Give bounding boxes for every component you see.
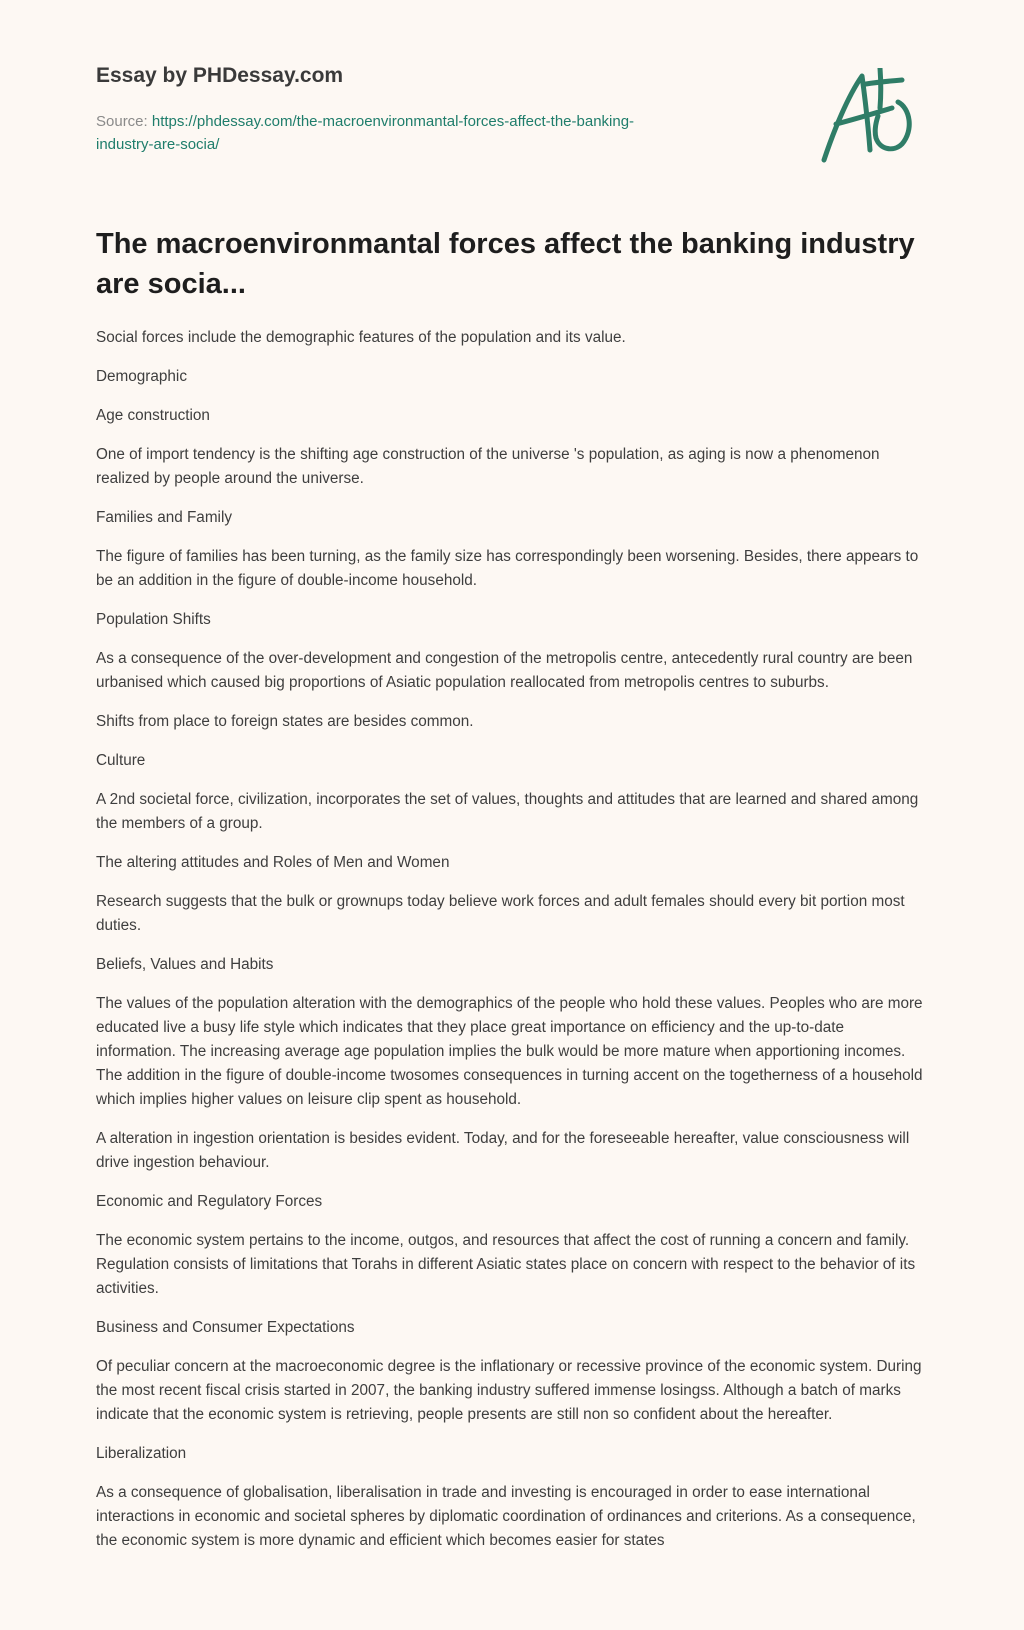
essay-paragraph: Economic and Regulatory Forces [96,1193,323,1210]
essay-title: The macroenvironmantal forces affect the banking industry are socia... [96,228,915,300]
essay-paragraph: As a consequence of globalisation, liberalisation in trade and investing is encouraged in order to ease international interactions in economic and societal spheres by diplomatic coordination of ordinances and criterions. As a consequence, the economic system is more dynamic and efficient which becomes easier for states [96,1484,916,1549]
source-line [96,110,716,156]
essay-paragraph: The figure of families has been turning, as the family size has correspondingly been worsening. Besides, there appears to be an addition in the figure of double-income household. [96,548,919,589]
essay-paragraph: Culture [96,752,146,769]
source-label: Source: [96,113,152,130]
essay-paragraph: As a consequence of the over-development and congestion of the metropolis centre, antecedently rural country are been urbanised which caused big proportions of Asiatic population reallocated from metropolis centres to suburbs. [96,650,913,691]
essay-paragraph: A alteration in ingestion orientation is besides evident. Today, and for the foreseeable hereafter, value consciousness will drive ingestion behaviour. [96,1130,910,1171]
essay-paragraph: Business and Consumer Expectations [96,1319,355,1336]
essay-paragraph: Of peculiar concern at the macroeconomic degree is the inflationary or recessive province of the economic system. During the most recent fiscal crisis started in 2007, the banking industry suffered immense losingss. Although a batch of marks indicate that the economic system is retrieving, people presents are still non so confident about the hereafter. [96,1358,922,1423]
essay-paragraph: The values of the population alteration with the demographics of the people who hold these values. Peoples who are more educated live a busy life style which indicates that they place great importance on efficiency and the up-to-date information. The increasing average age population implies the bulk would be more mature when apportioning incomes. The addition in the figure of double-income twosomes consequences in turning accent on the togetherness of a household which implies higher values on leisure clip spent as household. [96,995,923,1108]
essay-page [96,0,928,1549]
essay-paragraph: Age construction [96,407,210,424]
essay-paragraph: The altering attitudes and Roles of Men and Women [96,854,450,871]
essay-paragraph: Research suggests that the bulk or grownups today believe work forces and adult females should every bit portion most duties. [96,893,905,934]
essay-paragraph: Families and Family [96,509,233,526]
essay-paragraph: Population Shifts [96,611,211,628]
site-title: Essay by PHDessay.com [96,64,344,87]
essay-paragraph: Social forces include the demographic features of the population and its value. [96,329,626,346]
page-header [96,0,928,200]
essay-paragraph: Demographic [96,368,187,385]
source-link[interactable]: https://phdessay.com/the-macroenvironmantal-forces-affect-the-banking- industry-are-socia/ [96,113,635,153]
a-plus-logo-icon [818,68,928,168]
essay-paragraph: Liberalization [96,1445,187,1462]
essay-body [96,326,928,1568]
essay-paragraph: Shifts from place to foreign states are besides common. [96,713,474,730]
essay-paragraph: The economic system pertains to the income, outgos, and resources that affect the cost of running a concern and family. Regulation consists of limitations that Torahs in different Asiatic states place on concern with respect to the behavior of its activities. [96,1232,916,1297]
essay-paragraph: One of import tendency is the shifting age construction of the universe 's population, as aging is now a phenomenon realized by people around the universe. [96,446,880,487]
essay-paragraph: A 2nd societal force, civilization, incorporates the set of values, thoughts and attitudes that are learned and shared among the members of a group. [96,791,919,832]
essay-paragraph: Beliefs, Values and Habits [96,956,274,973]
